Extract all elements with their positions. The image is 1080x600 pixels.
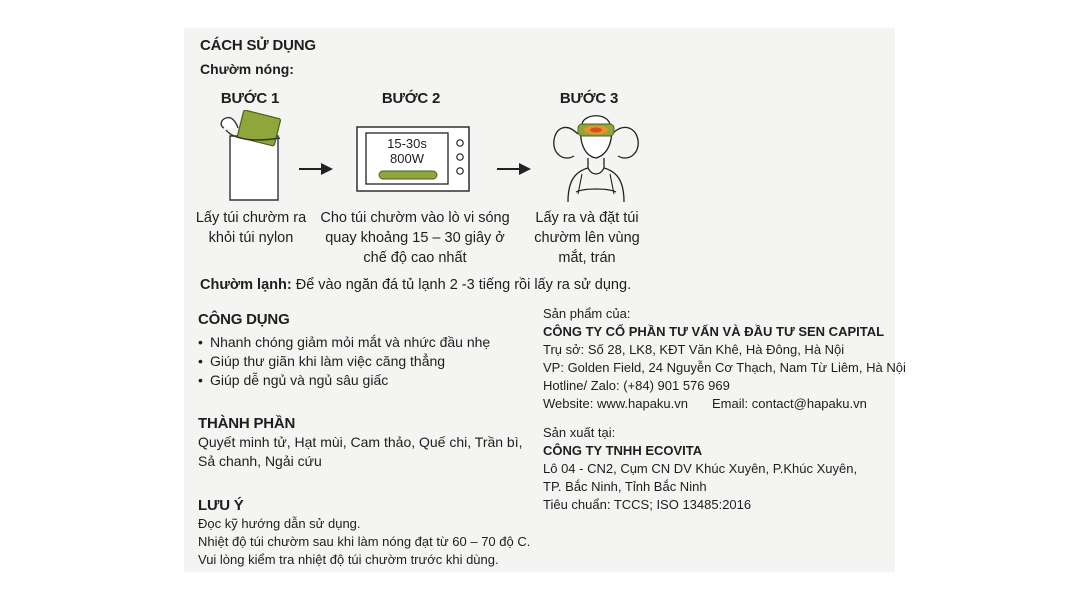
step-1-caption: Lấy túi chườm ra khỏi túi nylon xyxy=(195,210,307,246)
hot-compress-label: Chườm nóng: xyxy=(200,61,294,77)
step-2-caption: Cho túi chườm vào lò vi sóng quay khoảng 15 – 30 giây ở chế độ cao nhất xyxy=(320,210,510,266)
product-address: Trụ sở: Số 28, LK8, KĐT Văn Khê, Hà Đông, Hà Nội xyxy=(543,342,845,357)
product-office: VP: Golden Field, 24 Nguyễn Cơ Thạch, Nam Từ Liêm, Hà Nội xyxy=(543,360,906,375)
notes-title: LƯU Ý xyxy=(198,497,244,514)
benefits-list xyxy=(198,333,490,390)
ingredients-line-1: Quyết minh tử, Hạt mùi, Cam thảo, Quế chi, Trần bì, xyxy=(198,434,523,450)
pouch-illustration xyxy=(214,110,294,205)
manufactured-at-block xyxy=(543,424,857,514)
manufacturer-address-1: Lô 04 - CN2, Cụm CN DV Khúc Xuyên, P.Khúc Xuyên, xyxy=(543,461,858,476)
list-item: • Nhanh chóng giảm mỏi mắt và nhức đầu nhẹ xyxy=(198,333,490,352)
manufacturer-standard: Tiêu chuẩn: TCCS; ISO 13485:2016 xyxy=(543,497,752,512)
cold-compress-line xyxy=(200,276,631,295)
manufactured-at-label: Sản xuất tại: xyxy=(543,425,616,440)
arrow-right-icon xyxy=(496,162,532,176)
microwave-power: 800W xyxy=(390,151,424,166)
product-of-block xyxy=(543,305,906,413)
manufacturer-address-2: TP. Bắc Ninh, Tỉnh Bắc Ninh xyxy=(543,479,707,494)
benefits-title: CÔNG DỤNG xyxy=(198,311,290,328)
notes-lines xyxy=(198,515,530,569)
woman-eye-mask-illustration xyxy=(548,110,644,204)
step-1-title: BƯỚC 1 xyxy=(220,90,280,107)
list-item: • Giúp dễ ngủ và ngủ sâu giấc xyxy=(198,371,490,390)
product-contact xyxy=(543,395,906,413)
list-item: • Giúp thư giãn khi làm việc căng thẳng xyxy=(198,352,490,371)
microwave-illustration xyxy=(356,126,470,192)
ingredients-line-2: Sả chanh, Ngải cứu xyxy=(198,453,322,469)
product-of-label: Sản phẩm của: xyxy=(543,306,631,321)
cold-compress-text: Để vào ngăn đá tủ lạnh 2 -3 tiếng rồi lấy ra sử dụng. xyxy=(291,277,632,293)
cold-compress-label: Chườm lạnh: xyxy=(200,277,292,293)
usage-title: CÁCH SỬ DỤNG xyxy=(200,37,316,54)
note-line: Nhiệt độ túi chườm sau khi làm nóng đạt từ 60 – 70 độ C. xyxy=(198,534,531,549)
product-hotline: Hotline/ Zalo: (+84) 901 576 969 xyxy=(543,378,730,393)
product-website: Website: www.hapaku.vn xyxy=(543,396,688,411)
step-3-title: BƯỚC 3 xyxy=(559,90,619,107)
step-3-caption: Lấy ra và đặt túi chườm lên vùng mắt, trán xyxy=(534,210,640,266)
note-line: Đọc kỹ hướng dẫn sử dụng. xyxy=(198,516,361,531)
manufacturer-company: CÔNG TY TNHH ECOVITA xyxy=(543,443,703,458)
step-2-title: BƯỚC 2 xyxy=(381,90,441,107)
note-line: Vui lòng kiểm tra nhiệt độ túi chườm trước khi dùng. xyxy=(198,552,499,567)
arrow-right-icon xyxy=(298,162,334,176)
product-company: CÔNG TY CỔ PHẦN TƯ VẤN VÀ ĐẦU TƯ SEN CAPITAL xyxy=(543,324,885,339)
microwave-time: 15-30s xyxy=(387,136,427,151)
product-email: Email: contact@hapaku.vn xyxy=(712,396,867,411)
ingredients-title: THÀNH PHẦN xyxy=(198,415,296,432)
